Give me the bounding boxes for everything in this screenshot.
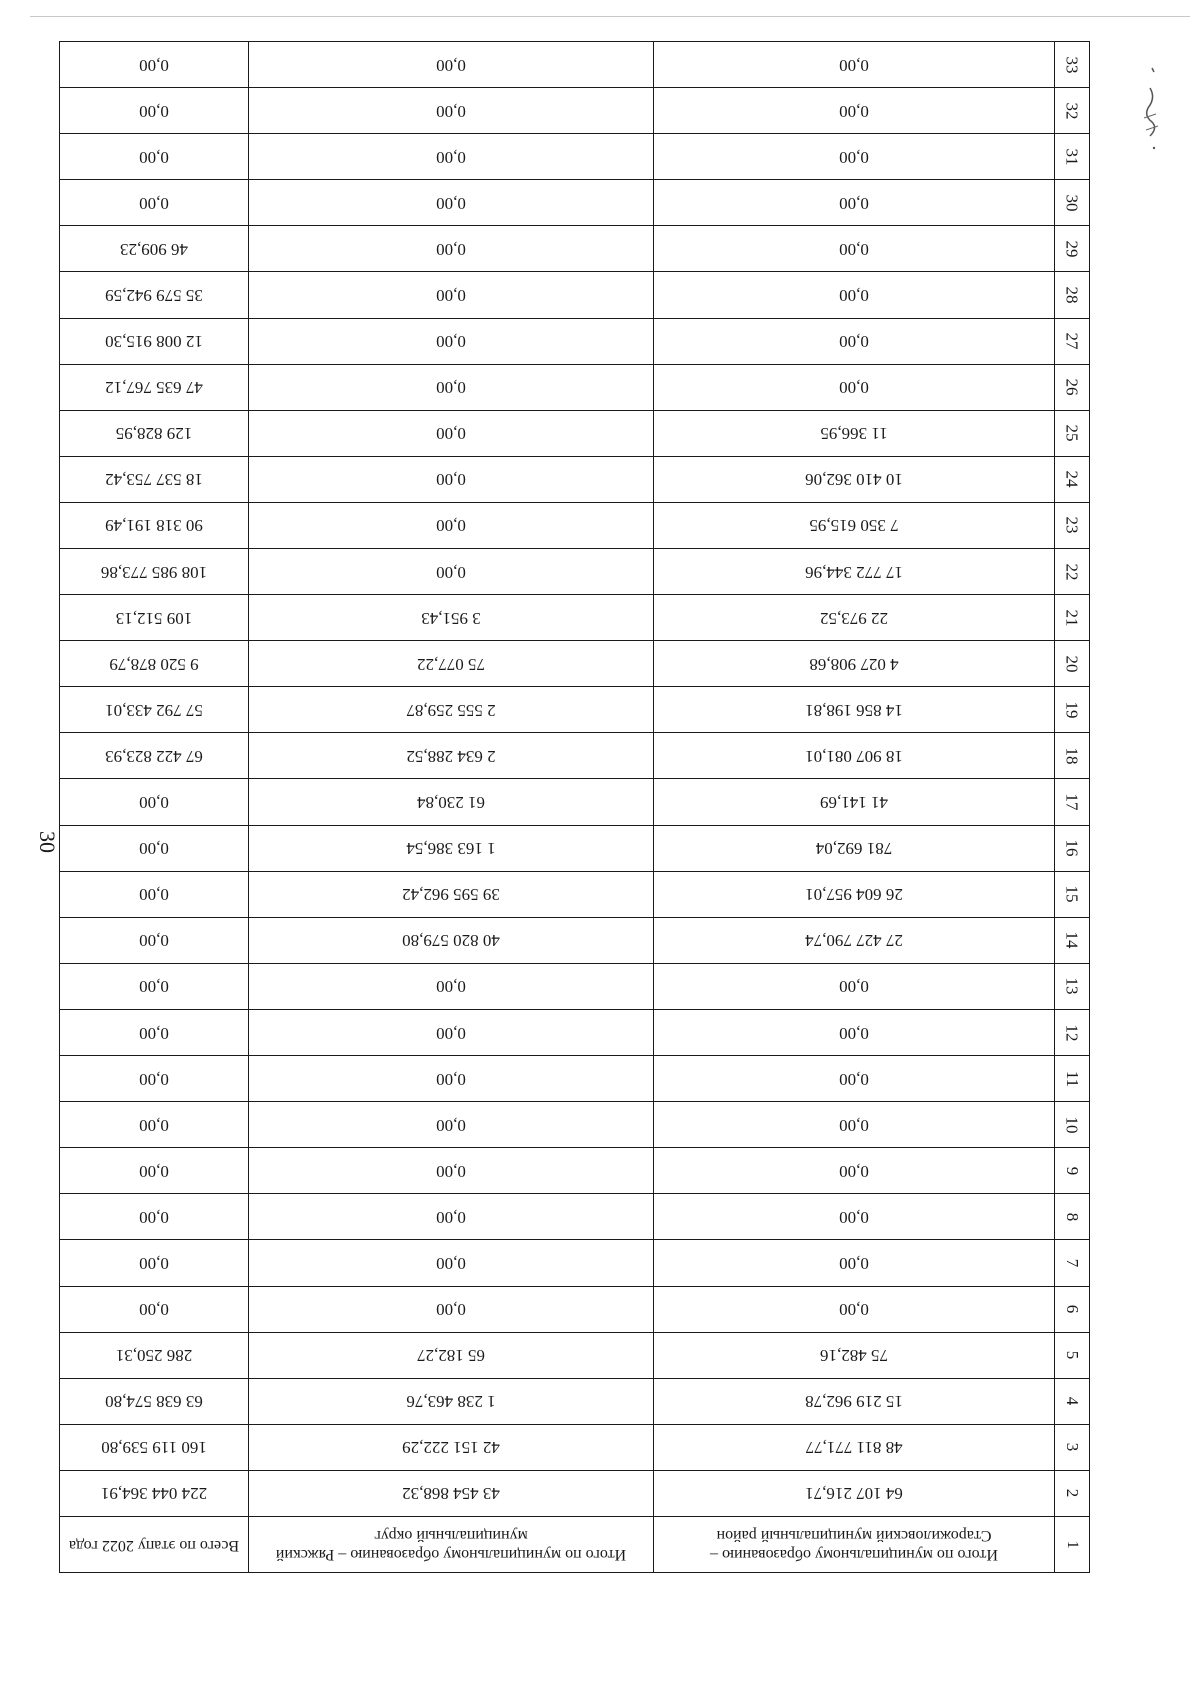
cell-total: 0,00 [60, 1056, 249, 1102]
cell-ryazhsky: 1 163 386,54 [249, 825, 654, 871]
cell-starozhilovsky: 0,00 [654, 226, 1055, 272]
cell-starozhilovsky: 17 772 344,96 [654, 549, 1055, 595]
cell-starozhilovsky: 64 107 216,71 [654, 1470, 1055, 1516]
row-num-cell [1055, 180, 1090, 226]
row-number: 20 [1063, 655, 1082, 673]
row-number: 17 [1063, 793, 1082, 811]
row-num-cell [1055, 917, 1090, 963]
cell-ryazhsky: 0,00 [249, 1240, 654, 1286]
row-num-cell [1055, 1470, 1090, 1516]
row-number: 4 [1063, 1397, 1082, 1406]
cell-starozhilovsky: 26 604 957,01 [654, 871, 1055, 917]
cell-ryazhsky: 0,00 [249, 456, 654, 502]
cell-ryazhsky: 75 077,22 [249, 641, 654, 687]
cell-starozhilovsky: 0,00 [654, 1240, 1055, 1286]
table-row [60, 1148, 1090, 1194]
row-number: 19 [1063, 701, 1082, 719]
cell-total: 0,00 [60, 88, 249, 134]
table-row [60, 1102, 1090, 1148]
cell-starozhilovsky: 0,00 [654, 272, 1055, 318]
cell-starozhilovsky: 0,00 [654, 1194, 1055, 1240]
row-num-cell [1055, 502, 1090, 548]
cell-total: 109 512,13 [60, 595, 249, 641]
cell-starozhilovsky: 0,00 [654, 134, 1055, 180]
cell-total: 0,00 [60, 1194, 249, 1240]
cell-starozhilovsky: 0,00 [654, 1286, 1055, 1332]
cell-total: 90 318 191,49 [60, 502, 249, 548]
table-row [60, 410, 1090, 456]
row-number: 31 [1063, 148, 1082, 166]
cell-ryazhsky: 0,00 [249, 1102, 654, 1148]
cell-starozhilovsky: 10 410 362,06 [654, 456, 1055, 502]
cell-starozhilovsky: 0,00 [654, 364, 1055, 410]
cell-starozhilovsky: 15 219 962,78 [654, 1378, 1055, 1424]
table-row [60, 1332, 1090, 1378]
table-row [60, 1009, 1090, 1055]
row-num-cell [1055, 1194, 1090, 1240]
header-total-2022: Всего по этапу 2022 года [60, 1517, 249, 1573]
table-row [60, 1240, 1090, 1286]
row-number: 6 [1063, 1304, 1082, 1314]
cell-starozhilovsky: 7 350 615,95 [654, 502, 1055, 548]
page-number: 30 [35, 831, 60, 853]
cell-ryazhsky: 0,00 [249, 549, 654, 595]
header-num-cell: 1 [1055, 1517, 1090, 1573]
header-starozhilovsky: Итого по муниципальному образованию – Старожиловский муниципальный район [654, 1517, 1055, 1573]
budget-table [59, 41, 1090, 1573]
cell-ryazhsky: 0,00 [249, 318, 654, 364]
cell-starozhilovsky: 27 427 790,74 [654, 917, 1055, 963]
row-number: 11 [1063, 1070, 1082, 1087]
cell-ryazhsky: 0,00 [249, 502, 654, 548]
cell-total: 57 792 433,01 [60, 687, 249, 733]
table-row [60, 733, 1090, 779]
cell-total: 47 635 767,12 [60, 364, 249, 410]
cell-total: 0,00 [60, 180, 249, 226]
cell-ryazhsky: 0,00 [249, 1009, 654, 1055]
cell-total: 0,00 [60, 917, 249, 963]
handwritten-signature-mark [1130, 48, 1170, 168]
rotated-table-sheet [68, 42, 1090, 1573]
table-row [60, 917, 1090, 963]
cell-ryazhsky: 0,00 [249, 226, 654, 272]
row-num-cell [1055, 871, 1090, 917]
row-number: 23 [1063, 516, 1082, 534]
cell-total: 129 828,95 [60, 410, 249, 456]
row-num-cell [1055, 272, 1090, 318]
cell-ryazhsky: 0,00 [249, 364, 654, 410]
row-number: 16 [1063, 839, 1082, 857]
table-row [60, 871, 1090, 917]
cell-total: 9 520 878,79 [60, 641, 249, 687]
cell-total: 0,00 [60, 1148, 249, 1194]
row-num-cell [1055, 1378, 1090, 1424]
cell-ryazhsky: 0,00 [249, 410, 654, 456]
table-header-row [60, 1517, 1090, 1573]
cell-total: 63 638 574,80 [60, 1378, 249, 1424]
row-num-cell [1055, 42, 1090, 88]
table-row [60, 1286, 1090, 1332]
cell-ryazhsky: 0,00 [249, 1148, 654, 1194]
table-row [60, 502, 1090, 548]
cell-total: 0,00 [60, 1240, 249, 1286]
row-number: 8 [1063, 1212, 1082, 1222]
table-row [60, 595, 1090, 641]
cell-total: 286 250,31 [60, 1332, 249, 1378]
row-num-cell [1055, 825, 1090, 871]
row-number: 30 [1063, 194, 1082, 212]
row-num-cell [1055, 1424, 1090, 1470]
cell-total: 12 008 915,30 [60, 318, 249, 364]
cell-ryazhsky: 0,00 [249, 963, 654, 1009]
cell-total: 0,00 [60, 1009, 249, 1055]
cell-ryazhsky: 2 634 288,52 [249, 733, 654, 779]
cell-total: 0,00 [60, 779, 249, 825]
cell-ryazhsky: 43 454 868,32 [249, 1470, 654, 1516]
row-number: 7 [1063, 1258, 1082, 1268]
row-number: 12 [1063, 1024, 1082, 1042]
cell-starozhilovsky: 0,00 [654, 1148, 1055, 1194]
cell-ryazhsky: 61 230,84 [249, 779, 654, 825]
row-num-cell [1055, 595, 1090, 641]
cell-ryazhsky: 0,00 [249, 88, 654, 134]
cell-ryazhsky: 40 820 579,80 [249, 917, 654, 963]
cell-starozhilovsky: 22 973,52 [654, 595, 1055, 641]
cell-starozhilovsky: 0,00 [654, 963, 1055, 1009]
row-num-cell [1055, 1056, 1090, 1102]
row-num-cell [1055, 641, 1090, 687]
cell-ryazhsky: 42 151 222,29 [249, 1424, 654, 1470]
table-row [60, 318, 1090, 364]
table-row [60, 1056, 1090, 1102]
row-number: 28 [1063, 286, 1082, 304]
cell-starozhilovsky: 4 027 908,68 [654, 641, 1055, 687]
cell-ryazhsky: 65 182,27 [249, 1332, 654, 1378]
row-num-cell [1055, 134, 1090, 180]
table-row [60, 1378, 1090, 1424]
cell-starozhilovsky: 14 856 198,81 [654, 687, 1055, 733]
row-number: 24 [1063, 470, 1082, 488]
cell-ryazhsky: 1 238 463,76 [249, 1378, 654, 1424]
row-num-cell [1055, 1102, 1090, 1148]
row-number: 32 [1063, 102, 1082, 120]
cell-total: 0,00 [60, 42, 249, 88]
table-row [60, 825, 1090, 871]
row-num-cell [1055, 1009, 1090, 1055]
cell-ryazhsky: 0,00 [249, 42, 654, 88]
cell-ryazhsky: 0,00 [249, 272, 654, 318]
cell-starozhilovsky: 781 692,04 [654, 825, 1055, 871]
cell-ryazhsky: 0,00 [249, 1194, 654, 1240]
table-row [60, 364, 1090, 410]
table-row [60, 42, 1090, 88]
row-num-cell [1055, 963, 1090, 1009]
cell-total: 67 422 823,93 [60, 733, 249, 779]
row-num-cell [1055, 1240, 1090, 1286]
cell-starozhilovsky: 0,00 [654, 1056, 1055, 1102]
table-row [60, 779, 1090, 825]
row-number: 14 [1063, 931, 1082, 949]
row-number: 15 [1063, 885, 1082, 903]
row-number: 5 [1063, 1350, 1082, 1360]
cell-starozhilovsky: 11 366,95 [654, 410, 1055, 456]
row-num-cell [1055, 1148, 1090, 1194]
row-num-cell [1055, 318, 1090, 364]
row-number: 29 [1063, 240, 1082, 258]
table-row [60, 1194, 1090, 1240]
cell-ryazhsky: 0,00 [249, 134, 654, 180]
table-row [60, 456, 1090, 502]
table-row [60, 1470, 1090, 1516]
table-row [60, 549, 1090, 595]
cell-total: 0,00 [60, 134, 249, 180]
table-row [60, 88, 1090, 134]
row-num-cell [1055, 1286, 1090, 1332]
row-num-cell [1055, 226, 1090, 272]
cell-ryazhsky: 0,00 [249, 1056, 654, 1102]
row-number: 9 [1063, 1166, 1082, 1176]
table-row [60, 272, 1090, 318]
table-row [60, 687, 1090, 733]
cell-starozhilovsky: 0,00 [654, 42, 1055, 88]
cell-starozhilovsky: 0,00 [654, 180, 1055, 226]
cell-total: 0,00 [60, 825, 249, 871]
row-num-cell [1055, 410, 1090, 456]
row-num-cell [1055, 1332, 1090, 1378]
row-number: 18 [1063, 747, 1082, 765]
cell-total: 224 044 364,91 [60, 1470, 249, 1516]
table-row [60, 641, 1090, 687]
row-num-cell [1055, 687, 1090, 733]
cell-starozhilovsky: 48 811 771,77 [654, 1424, 1055, 1470]
row-number: 10 [1063, 1116, 1082, 1134]
cell-starozhilovsky: 75 482,16 [654, 1332, 1055, 1378]
cell-total: 0,00 [60, 871, 249, 917]
cell-starozhilovsky: 0,00 [654, 318, 1055, 364]
cell-total: 46 909,23 [60, 226, 249, 272]
cell-starozhilovsky: 0,00 [654, 1102, 1055, 1148]
page-top-border [30, 16, 1190, 17]
cell-total: 18 537 753,42 [60, 456, 249, 502]
cell-starozhilovsky: 0,00 [654, 88, 1055, 134]
cell-ryazhsky: 2 555 259,87 [249, 687, 654, 733]
cell-total: 0,00 [60, 1286, 249, 1332]
cell-total: 108 985 773,86 [60, 549, 249, 595]
table-row [60, 134, 1090, 180]
row-num-cell [1055, 456, 1090, 502]
row-num-cell [1055, 364, 1090, 410]
row-num-cell [1055, 549, 1090, 595]
cell-total: 0,00 [60, 1102, 249, 1148]
header-ryazhsky: Итого по муниципальному образованию – Ряжский муниципальный округ [249, 1517, 654, 1573]
table-row [60, 1424, 1090, 1470]
cell-starozhilovsky: 0,00 [654, 1009, 1055, 1055]
cell-total: 160 119 539,80 [60, 1424, 249, 1470]
row-number: 3 [1063, 1443, 1082, 1452]
row-number: 2 [1063, 1489, 1082, 1498]
cell-starozhilovsky: 18 907 081,01 [654, 733, 1055, 779]
row-number: 25 [1063, 424, 1082, 442]
row-number: 33 [1063, 56, 1082, 74]
row-num-cell [1055, 88, 1090, 134]
row-number: 21 [1063, 609, 1082, 627]
cell-starozhilovsky: 41 141,69 [654, 779, 1055, 825]
row-number: 13 [1063, 977, 1082, 995]
table-row [60, 226, 1090, 272]
table-row [60, 180, 1090, 226]
row-number: 22 [1063, 563, 1082, 581]
row-number: 27 [1063, 332, 1082, 350]
cell-ryazhsky: 39 595 962,42 [249, 871, 654, 917]
table-row [60, 963, 1090, 1009]
row-num-cell [1055, 779, 1090, 825]
cell-ryazhsky: 3 951,43 [249, 595, 654, 641]
row-num-cell [1055, 733, 1090, 779]
cell-total: 35 579 942,59 [60, 272, 249, 318]
cell-ryazhsky: 0,00 [249, 1286, 654, 1332]
row-number: 26 [1063, 378, 1082, 396]
cell-ryazhsky: 0,00 [249, 180, 654, 226]
cell-total: 0,00 [60, 963, 249, 1009]
